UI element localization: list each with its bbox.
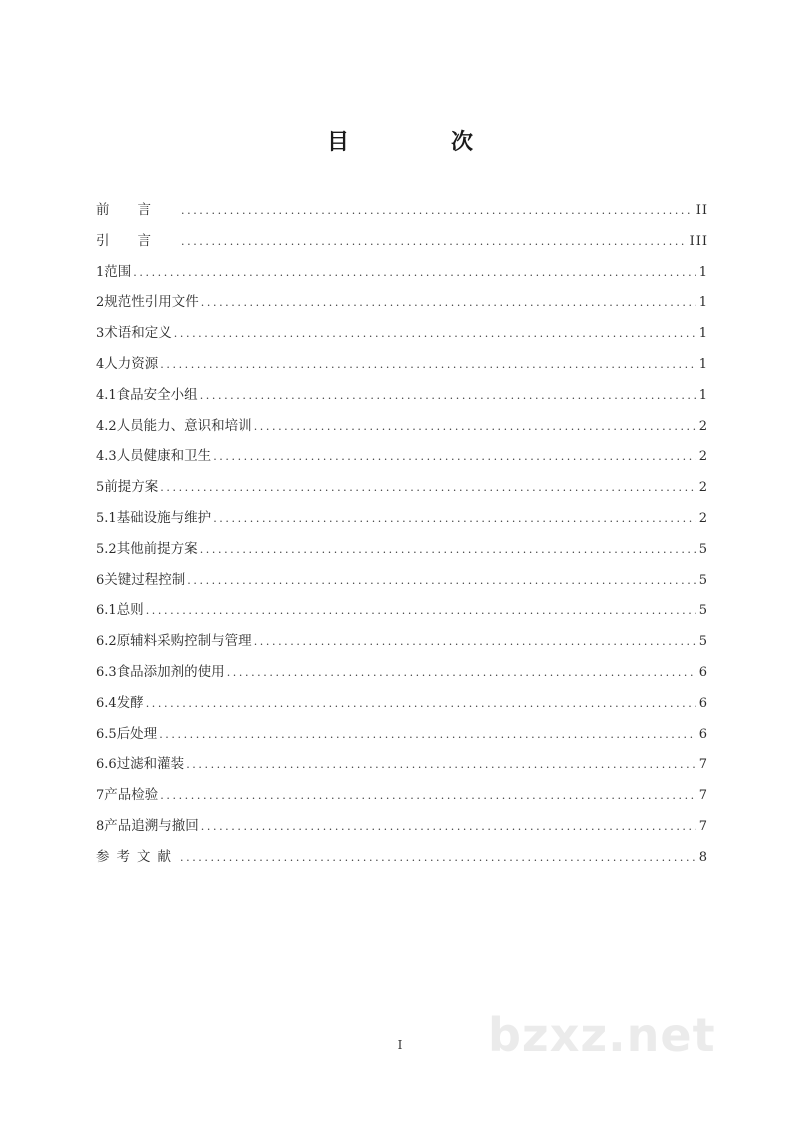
toc-entry-label: 术语和定义: [104, 325, 172, 342]
toc-entry-page: 6: [698, 664, 708, 680]
toc-entry-page: III: [689, 233, 708, 249]
toc-entry-number: 1: [96, 264, 105, 280]
toc-entry-label: 后处理: [116, 725, 158, 742]
dot-leader: [180, 851, 696, 864]
toc-entry[interactable]: [96, 814, 708, 845]
toc-entry-label: 范围: [104, 263, 132, 280]
toc-entry-label: 总则: [116, 602, 144, 619]
dot-leader: [160, 481, 695, 494]
toc-entry-page: 1: [698, 387, 708, 403]
toc-entry-number: 6.3: [96, 664, 117, 680]
page-title: 目 次: [326, 130, 513, 155]
toc-entry[interactable]: [96, 260, 708, 291]
toc-entry[interactable]: [96, 537, 708, 568]
toc-entry-number: 4.1: [96, 387, 117, 403]
toc-entry-number: 6.5: [96, 726, 117, 742]
toc-entry-page: 7: [698, 788, 708, 804]
toc-entry-label: 食品安全小组: [116, 386, 198, 403]
toc-entry-number: 2: [96, 295, 105, 311]
dot-leader: [213, 512, 696, 525]
dot-leader: [201, 296, 696, 309]
toc-entry-page: 7: [698, 818, 708, 834]
toc-entry[interactable]: [96, 845, 708, 876]
toc-entry-label: 引言: [96, 232, 179, 249]
toc-entry-label: 关键过程控制: [104, 571, 186, 588]
toc-entry-page: 1: [698, 356, 708, 372]
toc-entry[interactable]: [96, 629, 708, 660]
page-number: I: [397, 1038, 403, 1052]
toc-entry-label: 其他前提方案: [116, 540, 198, 557]
toc-entry[interactable]: [96, 568, 708, 599]
dot-leader: [181, 235, 687, 248]
toc-entry[interactable]: [96, 722, 708, 753]
toc-entry-page: 2: [698, 510, 708, 526]
toc-entry[interactable]: [96, 352, 708, 383]
dot-leader: [160, 358, 695, 371]
toc-entry-page: 2: [698, 449, 708, 465]
dot-leader: [187, 574, 695, 587]
toc-entry-number: 6.1: [96, 603, 117, 619]
toc-entry-label: 产品追溯与撤回: [104, 817, 199, 834]
toc-entry-page: 1: [698, 295, 708, 311]
toc-entry[interactable]: [96, 229, 708, 260]
toc-entry-label: 原辅料采购控制与管理: [116, 633, 252, 650]
toc-entry-number: 5: [96, 480, 105, 496]
toc-entry[interactable]: [96, 414, 708, 445]
dot-leader: [146, 604, 696, 617]
toc-entry[interactable]: [96, 198, 708, 229]
toc-entry-page: 5: [698, 603, 708, 619]
dot-leader: [254, 420, 696, 433]
dot-leader: [254, 635, 696, 648]
toc-entry-page: II: [695, 203, 708, 218]
watermark-logo: bzxz.net: [488, 1008, 716, 1062]
dot-leader: [213, 450, 696, 463]
dot-leader: [174, 327, 696, 340]
dot-leader: [133, 266, 695, 279]
toc-entry[interactable]: [96, 475, 708, 506]
toc-entry-page: 7: [698, 757, 708, 773]
toc-entry-label: 前提方案: [104, 479, 159, 496]
toc-entry-number: 6.6: [96, 757, 117, 773]
toc-entry[interactable]: [96, 290, 708, 321]
toc-entry-number: 4.2: [96, 418, 117, 434]
toc-entry[interactable]: [96, 383, 708, 414]
dot-leader: [159, 728, 696, 741]
dot-leader: [227, 666, 696, 679]
toc-entry-label: 参考文献: [96, 848, 178, 865]
toc-entry-page: 1: [698, 326, 708, 342]
toc-entry[interactable]: [96, 691, 708, 722]
toc-entry-page: 5: [698, 541, 708, 557]
toc-entry-page: 8: [698, 849, 708, 865]
toc-entry-label: 产品检验: [104, 787, 159, 804]
toc-entry-label: 规范性引用文件: [104, 294, 199, 311]
table-of-contents: [96, 198, 708, 876]
dot-leader: [200, 389, 696, 402]
toc-entry-label: 过滤和灌装: [116, 756, 185, 773]
dot-leader: [146, 697, 696, 710]
toc-entry-number: 4: [96, 356, 105, 372]
toc-entry-page: 6: [698, 695, 708, 711]
toc-entry[interactable]: [96, 321, 708, 352]
toc-entry-number: 6: [96, 572, 105, 588]
toc-entry[interactable]: [96, 783, 708, 814]
toc-entry-number: 8: [96, 818, 105, 834]
toc-entry-label: 基础设施与维护: [116, 509, 212, 526]
toc-entry-page: 2: [698, 418, 708, 434]
dot-leader: [186, 758, 696, 771]
toc-entry[interactable]: [96, 752, 708, 783]
toc-entry-number: 3: [96, 326, 105, 342]
dot-leader: [181, 204, 693, 217]
toc-entry-page: 1: [698, 264, 708, 280]
toc-entry-number: 7: [96, 788, 105, 804]
toc-entry-label: 发酵: [116, 694, 144, 711]
toc-entry-number: 6.2: [96, 634, 117, 650]
toc-entry-label: 人力资源: [104, 355, 159, 372]
toc-entry-number: 4.3: [96, 449, 117, 465]
toc-entry-page: 5: [698, 634, 708, 650]
dot-leader: [200, 543, 696, 556]
toc-entry[interactable]: [96, 598, 708, 629]
toc-entry-label: 人员能力、意识和培训: [116, 417, 252, 434]
toc-entry[interactable]: [96, 660, 708, 691]
dot-leader: [160, 789, 695, 802]
toc-entry-page: 5: [698, 572, 708, 588]
toc-entry-label: 人员健康和卫生: [116, 448, 212, 465]
toc-entry-page: 6: [698, 726, 708, 742]
toc-entry[interactable]: [96, 444, 708, 475]
toc-entry-number: 6.4: [96, 695, 117, 711]
dot-leader: [201, 820, 696, 833]
toc-entry-label: 前言: [96, 202, 179, 218]
toc-entry[interactable]: [96, 506, 708, 537]
toc-entry-page: 2: [698, 480, 708, 496]
toc-entry-number: 5.2: [96, 541, 117, 557]
toc-entry-number: 5.1: [96, 510, 117, 526]
toc-entry-label: 食品添加剂的使用: [116, 663, 225, 680]
